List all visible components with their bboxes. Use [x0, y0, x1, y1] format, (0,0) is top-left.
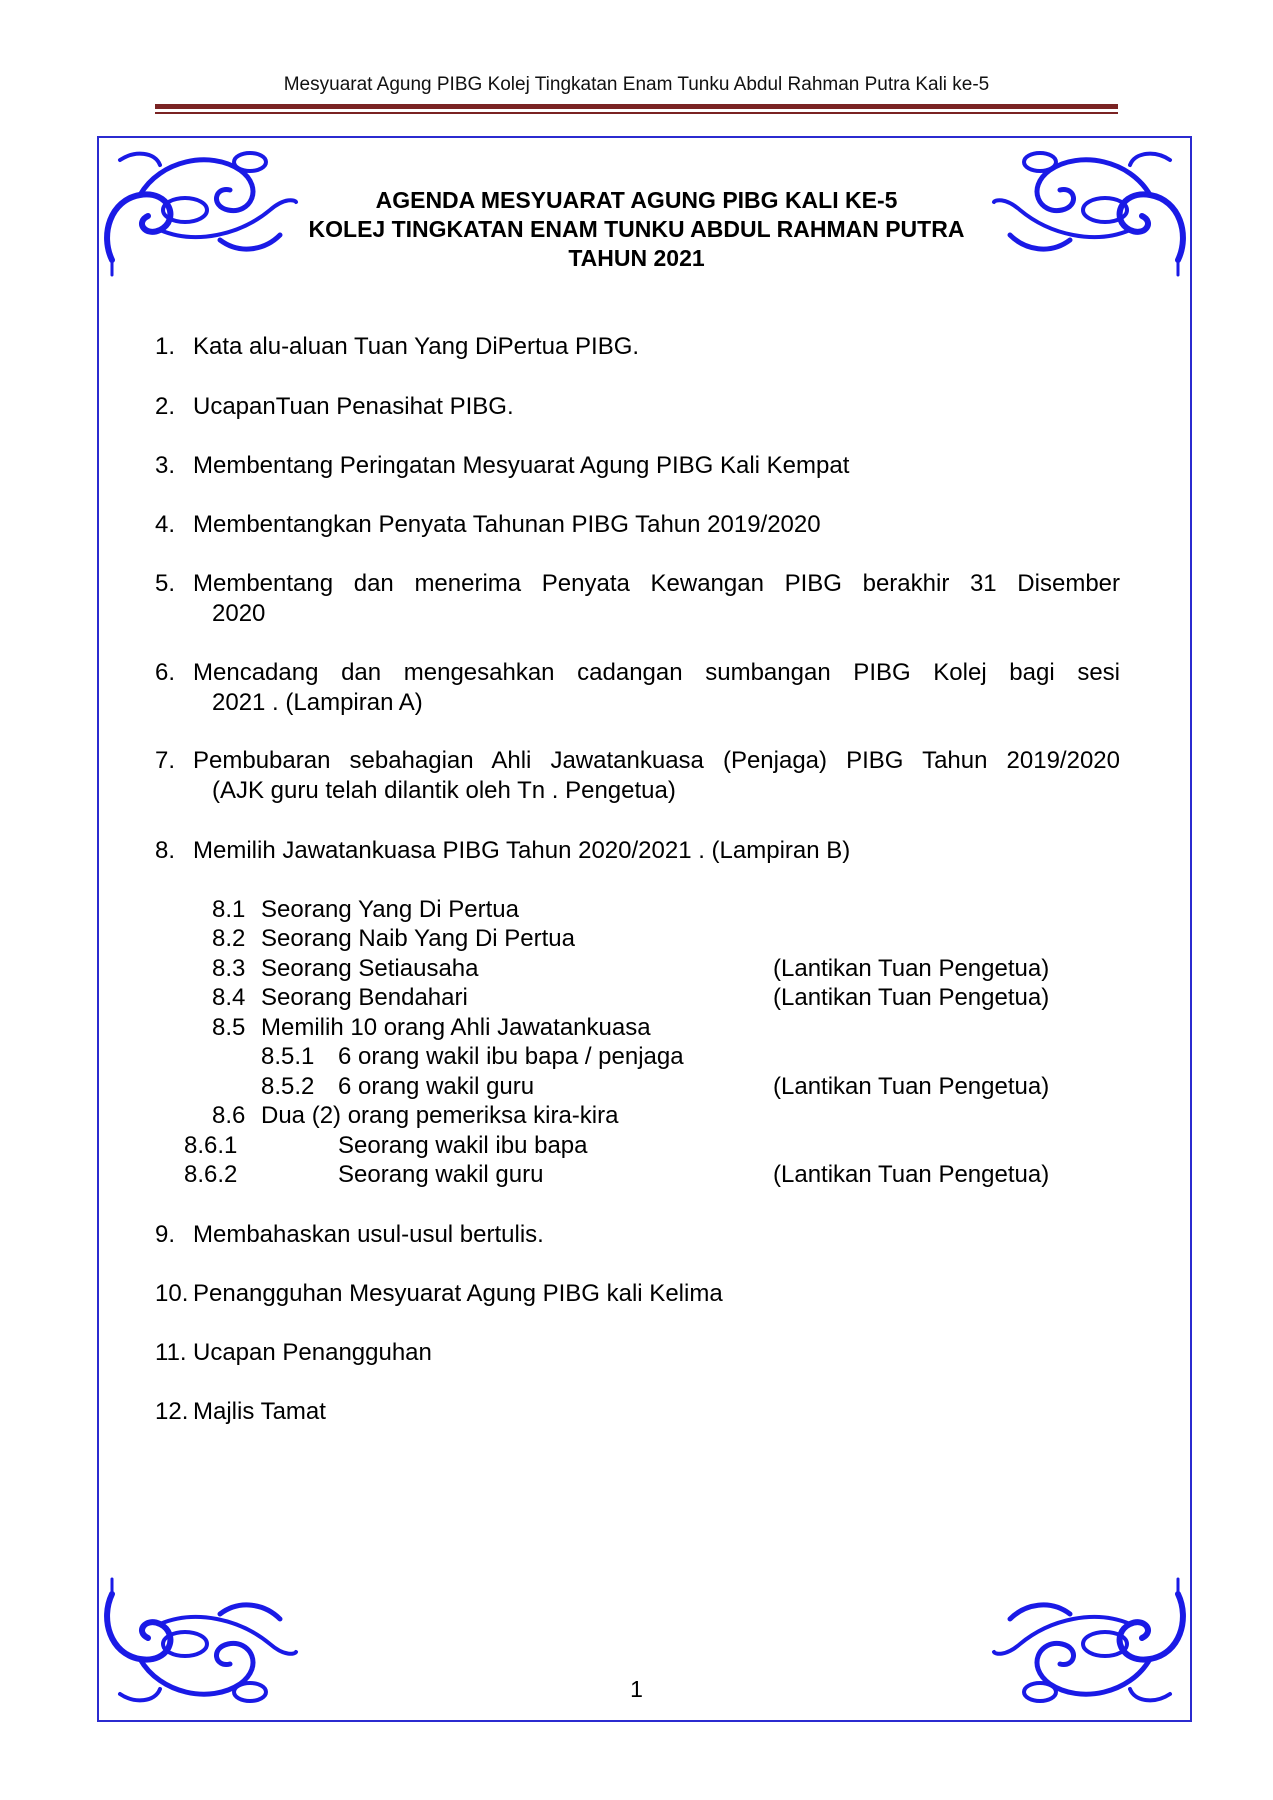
item-text: Memilih Jawatankuasa PIBG Tahun 2020/2021 . (Lampiran B) — [193, 837, 851, 864]
item-number: 8. — [155, 837, 176, 864]
subitem-remark: (Lantikan Tuan Pengetua) — [773, 1073, 1050, 1100]
subitem-text: Seorang wakil ibu bapa — [338, 1132, 588, 1159]
item-text: UcapanTuan Penasihat PIBG. — [193, 393, 514, 420]
item-text: Mencadang dan mengesahkan cadangan sumbangan PIBG Kolej bagi sesi — [193, 659, 1120, 686]
item-number: 2. — [155, 393, 176, 420]
subitem-text: Seorang Bendahari — [261, 984, 468, 1011]
item-text: Penangguhan Mesyuarat Agung PIBG kali Kelima — [193, 1280, 723, 1307]
item-number: 6. — [155, 659, 176, 686]
item-number: 1. — [155, 333, 176, 360]
item-text: Kata alu-aluan Tuan Yang DiPertua PIBG. — [193, 333, 640, 360]
item-text: Membentang Peringatan Mesyuarat Agung PIBG Kali Kempat — [193, 452, 850, 479]
subitem-text: Seorang wakil guru — [338, 1161, 544, 1188]
subitem-number: 8.6.2 — [184, 1161, 238, 1188]
subitem-text: Seorang Yang Di Pertua — [261, 896, 519, 923]
subitem-text: Dua (2) orang pemeriksa kira-kira — [261, 1102, 619, 1129]
title-line-3: TAHUN 2021 — [568, 245, 705, 271]
item-number: 3. — [155, 452, 176, 479]
item-continuation: 2021 . (Lampiran A) — [212, 689, 423, 716]
subitem-remark: (Lantikan Tuan Pengetua) — [773, 1161, 1050, 1188]
item-text: Membahaskan usul-usul bertulis. — [193, 1221, 544, 1248]
page-number: 1 — [630, 1676, 643, 1702]
subitem-text: Seorang Naib Yang Di Pertua — [261, 925, 575, 952]
item-number: 5. — [155, 570, 176, 597]
subitem-number: 8.5 — [212, 1014, 246, 1041]
subitem-remark: (Lantikan Tuan Pengetua) — [773, 955, 1050, 982]
subitem-number: 8.4 — [212, 984, 246, 1011]
subitem-text: 6 orang wakil ibu bapa / penjaga — [338, 1043, 684, 1070]
item-text: Membentangkan Penyata Tahunan PIBG Tahun 2019/2020 — [193, 511, 821, 538]
title-line-1: AGENDA MESYUARAT AGUNG PIBG KALI KE-5 — [375, 187, 898, 213]
subitem-number: 8.3 — [212, 955, 246, 982]
item-text: Ucapan Penangguhan — [193, 1339, 432, 1366]
subitem-text: Memilih 10 orang Ahli Jawatankuasa — [261, 1014, 651, 1041]
subitem-number: 8.6 — [212, 1102, 246, 1129]
item-text: Membentang dan menerima Penyata Kewangan PIBG berakhir 31 Disember — [193, 570, 1120, 597]
subitem-text: 6 orang wakil guru — [338, 1073, 535, 1100]
document-title — [0, 186, 1273, 273]
item-number: 12. — [155, 1398, 189, 1425]
item-continuation: (AJK guru telah dilantik oleh Tn . Pengetua) — [212, 777, 676, 804]
item-text: Majlis Tamat — [193, 1398, 326, 1425]
subitem-remark: (Lantikan Tuan Pengetua) — [773, 984, 1050, 1011]
header-rule-thin — [155, 112, 1118, 114]
title-line-2: KOLEJ TINGKATAN ENAM TUNKU ABDUL RAHMAN PUTRA — [308, 216, 965, 242]
subitem-number: 8.1 — [212, 896, 246, 923]
subitem-number: 8.6.1 — [184, 1132, 238, 1159]
header-rule — [155, 104, 1118, 109]
item-text: Pembubaran sebahagian Ahli Jawatankuasa (Penjaga) PIBG Tahun 2019/2020 — [193, 747, 1120, 774]
subitem-number: 8.5.1 — [261, 1043, 315, 1070]
subitem-number: 8.2 — [212, 925, 246, 952]
subitem-text: Seorang Setiausaha — [261, 955, 479, 982]
item-continuation: 2020 — [212, 600, 266, 627]
item-number: 9. — [155, 1221, 176, 1248]
item-number: 11. — [155, 1339, 187, 1366]
item-number: 7. — [155, 747, 176, 774]
subitem-number: 8.5.2 — [261, 1073, 315, 1100]
item-number: 4. — [155, 511, 176, 538]
item-number: 10. — [155, 1280, 189, 1307]
running-header: Mesyuarat Agung PIBG Kolej Tingkatan Enam Tunku Abdul Rahman Putra Kali ke-5 — [283, 74, 990, 95]
